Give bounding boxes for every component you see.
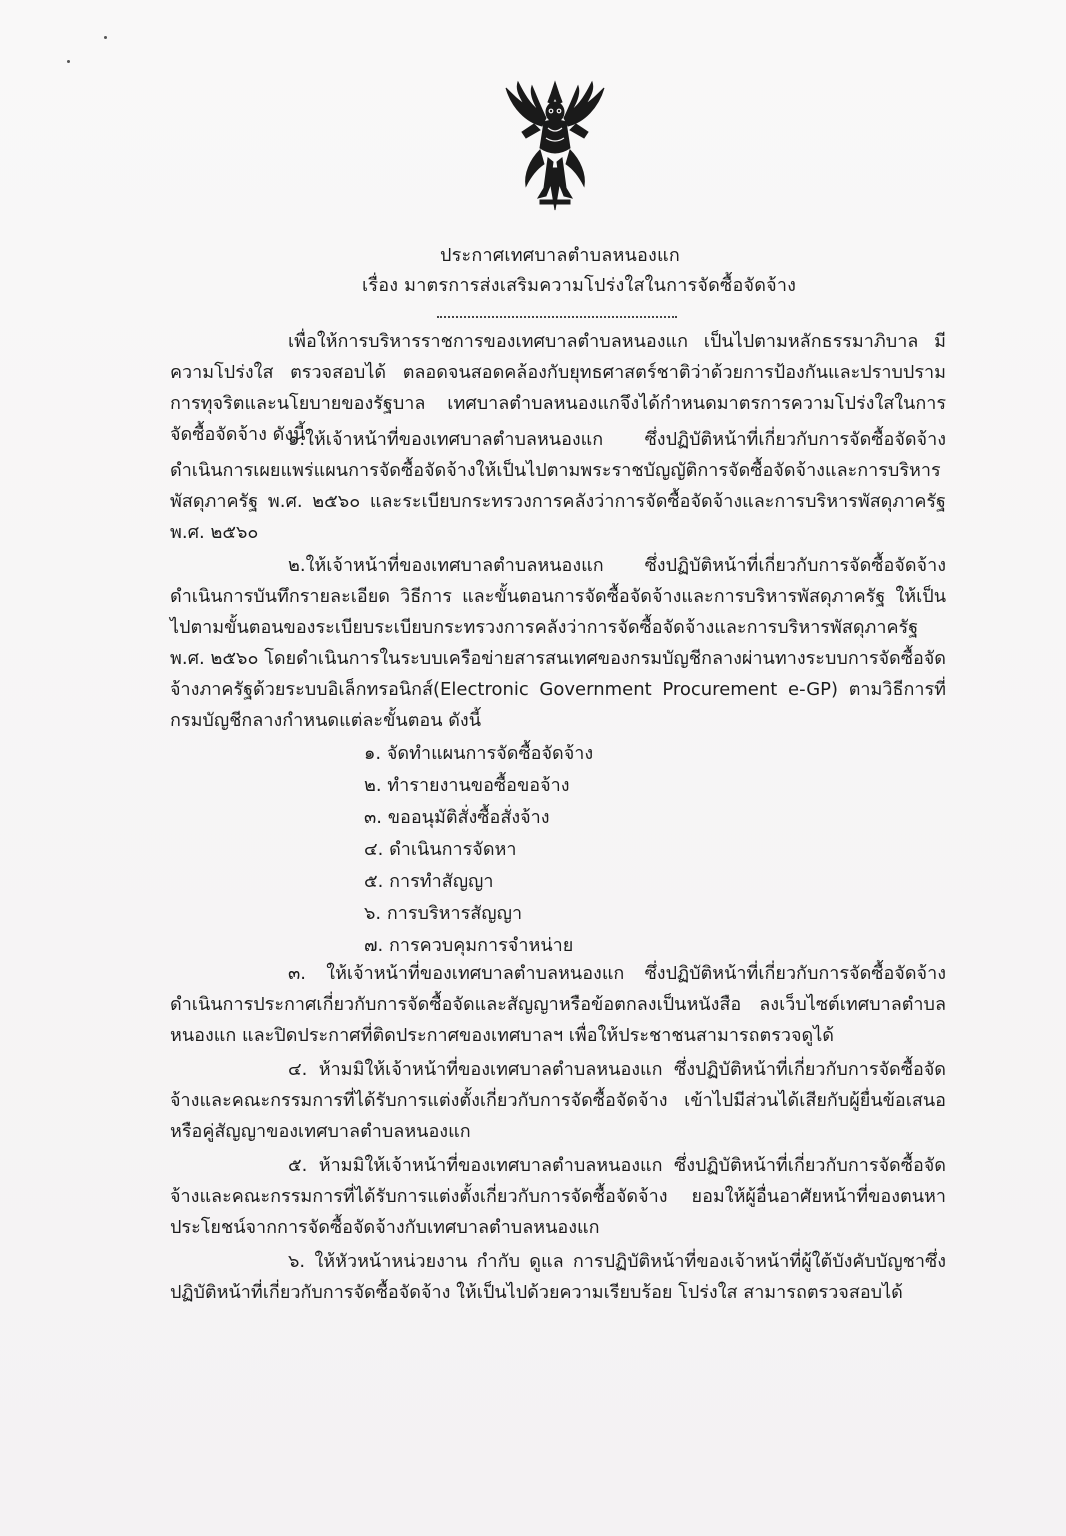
garuda-emblem-icon <box>496 78 614 216</box>
list-item: ๗. การควบคุมการจำหน่าย <box>364 935 574 956</box>
list-item: ๓. ขออนุมัติสั่งซื้อสั่งจ้าง <box>364 807 550 828</box>
clause-2: ๒.ให้เจ้าหน้าที่ของเทศบาลตำบลหนองแก ซึ่งปฏิบัติหน้าที่เกี่ยวกับการจัดซื้อจัดจ้างดำเนินการบันทึกรายละเอียด วิธีการ และขั้นตอนการจัดซื้อจัดจ้างและการบริหารพัสดุภาครัฐ ให้เป็นไปตามขั้นตอนของระเบียบระเบียบกระทรวงการคลังว่าการจัดซื้อจัดจ้างและการบริหารพัสดุภาครัฐ พ.ศ. ๒๕๖๐ โดยดำเนินการในระบบเครือข่ายสารสนเทศของกรมบัญชีกลางผ่านทางระบบการจัดซื้อจัดจ้างภาครัฐด้วยระบบอิเล็กทรอนิกส์(Electronic Government Procurement e-GP) ตามวิธีการที่กรมบัญชีกลางกำหนดแต่ละขั้นตอน ดังนี้ <box>170 555 946 731</box>
scan-speck <box>67 60 70 63</box>
announcement-subject: เรื่อง มาตรการส่งเสริมความโปร่งใสในการจัดซื้อจัดจ้าง <box>362 275 797 296</box>
dotted-divider <box>437 316 677 318</box>
procurement-steps-list <box>364 738 593 962</box>
clause-6: ๖. ให้หัวหน้าหน่วยงาน กำกับ ดูแล การปฏิบัติหน้าที่ของเจ้าหน้าที่ผู้ใต้บังคับบัญชาซึ่งปฏิบัติหน้าที่เกี่ยวกับการจัดซื้อจัดจ้าง ให้เป็นไปด้วยความเรียบร้อย โปร่งใส สามารถตรวจสอบได้ <box>170 1251 946 1303</box>
clause-5: ๕. ห้ามมิให้เจ้าหน้าที่ของเทศบาลตำบลหนองแก ซึ่งปฏิบัติหน้าที่เกี่ยวกับการจัดซื้อจัดจ้างและคณะกรรมการที่ได้รับการแต่งตั้งเกี่ยวกับการจัดซื้อจัดจ้าง ยอมให้ผู้อื่นอาศัยหน้าที่ของตนหาประโยชน์จากการจัดซื้อจัดจ้างกับเทศบาลตำบลหนองแก <box>170 1155 946 1238</box>
clause-3: ๓. ให้เจ้าหน้าที่ของเทศบาลตำบลหนองแก ซึ่งปฏิบัติหน้าที่เกี่ยวกับการจัดซื้อจัดจ้างดำเนินการประกาศเกี่ยวกับการจัดซื้อจัดและสัญญาหรือข้อตกลงเป็นหนังสือ ลงเว็บไซต์เทศบาลตำบลหนองแก และปิดประกาศที่ติดประกาศของเทศบาลฯ เพื่อให้ประชาชนสามารถตรวจดูได้ <box>170 963 946 1046</box>
announcement-title: ประกาศเทศบาลตำบลหนองแก <box>440 245 680 266</box>
list-item: ๖. การบริหารสัญญา <box>364 903 523 924</box>
intro-paragraph: เพื่อให้การบริหารราชการของเทศบาลตำบลหนองแก เป็นไปตามหลักธรรมาภิบาล มีความโปร่งใส ตรวจสอบได้ ตลอดจนสอดคล้องกับยุทธศาสตร์ชาติว่าด้วยการป้องกันและปราบปรามการทุจริตและนโยบายของรัฐบาล เทศบาลตำบลหนองแกจึงได้กำหนดมาตรการความโปร่งใสในการจัดซื้อจัดจ้าง ดังนี้ <box>170 331 946 445</box>
clause-4: ๔. ห้ามมิให้เจ้าหน้าที่ของเทศบาลตำบลหนองแก ซึ่งปฏิบัติหน้าที่เกี่ยวกับการจัดซื้อจัดจ้างและคณะกรรมการที่ได้รับการแต่งตั้งเกี่ยวกับการจัดซื้อจัดจ้าง เข้าไปมีส่วนได้เสียกับผู้ยื่นข้อเสนอหรือคู่สัญญาของเทศบาลตำบลหนองแก <box>170 1059 946 1142</box>
list-item: ๒. ทำรายงานขอซื้อขอจ้าง <box>364 775 570 796</box>
list-item: ๑. จัดทำแผนการจัดซื้อจัดจ้าง <box>364 743 594 764</box>
clause-1: ๑.ให้เจ้าหน้าที่ของเทศบาลตำบลหนองแก ซึ่งปฏิบัติหน้าที่เกี่ยวกับการจัดซื้อจัดจ้างดำเนินการเผยแพร่แผนการจัดซื้อจัดจ้างให้เป็นไปตามพระราชบัญญัติการจัดซื้อจัดจ้างและการบริหารพัสดุภาครัฐ พ.ศ. ๒๕๖๐ และระเบียบกระทรวงการคลังว่าการจัดซื้อจัดจ้างและการบริหารพัสดุภาครัฐ พ.ศ. ๒๕๖๐ <box>170 429 946 543</box>
list-item: ๕. การทำสัญญา <box>364 871 494 892</box>
list-item: ๔. ดำเนินการจัดหา <box>364 839 517 860</box>
scan-speck <box>104 36 107 39</box>
